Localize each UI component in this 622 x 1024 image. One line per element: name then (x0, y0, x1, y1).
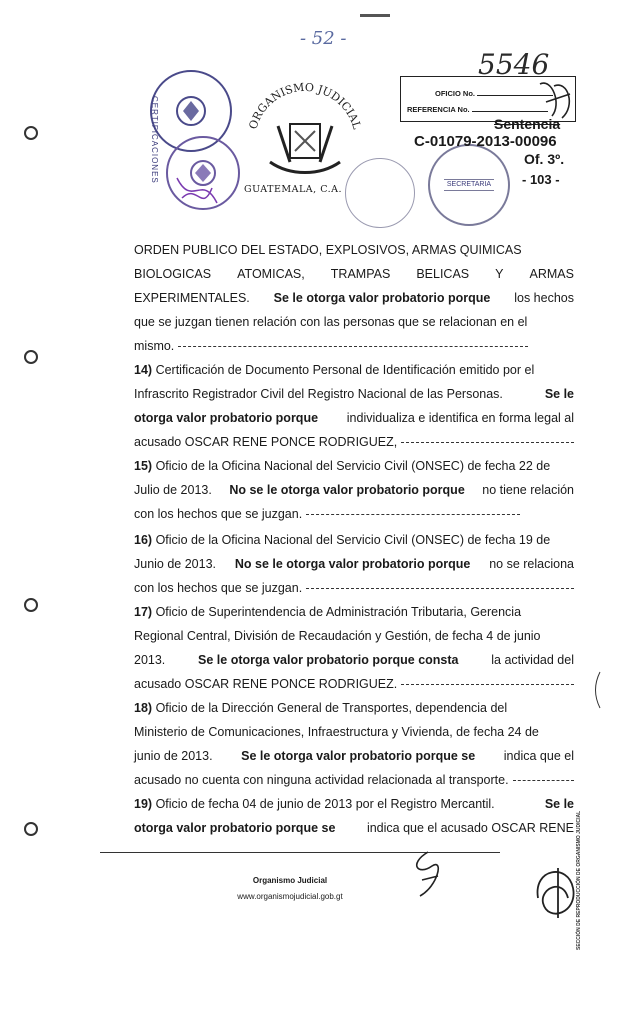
text-line: otorga valor probatorio porque individualiza e identifica en forma legal al (134, 411, 574, 425)
handwritten-page-note: - 52 - (300, 28, 347, 49)
corner-signature (528, 858, 588, 928)
referencia-label: REFERENCIA No. (407, 105, 470, 114)
text-line: otorga valor probatorio porque se indica que el acusado OSCAR RENE (134, 821, 574, 835)
text-line: 19) Oficio de fecha 04 de junio de 2013 por el Registro Mercantil. Se le (134, 797, 574, 811)
org-name-arc: ORGANISMO JUDICIAL (246, 80, 364, 131)
text-line: mismo. (134, 338, 528, 354)
text-line: 14) Certificación de Documento Personal de Identificación emitido por el (134, 363, 535, 377)
text-line: 15) Oficio de la Oficina Nacional del Servicio Civil (ONSEC) de fecha 22 de (134, 459, 551, 473)
text-line: 18) Oficio de la Dirección General de Transportes, dependencia del (134, 701, 508, 715)
binder-hole (24, 126, 38, 140)
text-line: 16) Oficio de la Oficina Nacional del Servicio Civil (ONSEC) de fecha 19 de (134, 533, 551, 547)
oficio-label: OFICIO No. (435, 89, 475, 98)
text-line: acusado OSCAR RENE PONCE RODRIGUEZ, (134, 434, 574, 450)
text-line: acusado no cuenta con ninguna actividad relacionada al transporte. (134, 772, 574, 788)
stamp-secretaria-text: SECRETARIA (444, 179, 494, 191)
handwritten-number: 5546 (478, 48, 550, 81)
right-side-text: SECCIÓN DE REPRODUCCIÓN DE ORGANISMO JUDICIAL (576, 810, 582, 950)
text-line: Infrascrito Registrador Civil del Registro Nacional de las Personas. Se le (134, 387, 574, 401)
text-line: Julio de 2013. No se le otorga valor probatorio porque no tiene relación (134, 483, 574, 497)
org-location: GUATEMALA, C.A. (244, 184, 343, 195)
text-line: Junio de 2013. No se le otorga valor probatorio porque no se relaciona (134, 557, 574, 571)
text-line: 2013. Se le otorga valor probatorio porque consta la actividad del (134, 653, 574, 667)
left-side-text: CERTIFICACIONES (150, 96, 159, 184)
secretaria-stamp (428, 144, 510, 226)
footer-org: Organismo Judicial (252, 876, 328, 885)
binder-hole (24, 350, 38, 364)
case-number: C-01079-2013-00096 (414, 133, 557, 150)
text-line: EXPERIMENTALES. Se le otorga valor probatorio porque los hechos (134, 291, 574, 305)
footer-url[interactable]: www.organismojudicial.gob.gt (237, 892, 343, 901)
office-number: Of. 3º. (524, 151, 565, 167)
emblem-icon (171, 91, 211, 131)
binder-hole (24, 598, 38, 612)
text-line: ORDEN PUBLICO DEL ESTADO, EXPLOSIVOS, ARMAS QUIMICAS (134, 243, 522, 257)
binder-hole (24, 822, 38, 836)
text-line: BIOLOGICAS ATOMICAS, TRAMPAS BELICAS Y ARMAS (134, 267, 574, 281)
text-line: acusado OSCAR RENE PONCE RODRIGUEZ. (134, 676, 574, 692)
page-number: - 103 - (522, 172, 560, 187)
text-line: con los hechos que se juzgan. (134, 580, 574, 596)
sentencia-label: Sentencia (494, 116, 561, 132)
margin-mark (590, 670, 606, 710)
referencia-row (407, 105, 548, 114)
faint-stamp (345, 158, 415, 228)
signature-scribble (172, 168, 222, 218)
text-line: junio de 2013. Se le otorga valor probatorio porque se indica que el (134, 749, 574, 763)
text-line: con los hechos que se juzgan. (134, 506, 520, 522)
top-edge-mark (360, 14, 390, 17)
text-line: Ministerio de Comunicaciones, Infraestructura y Vivienda, de fecha 24 de (134, 725, 539, 739)
footer-signature (398, 846, 458, 906)
text-line: que se juzgan tienen relación con las personas que se relacionan en el (134, 315, 528, 329)
text-line: Regional Central, División de Recaudación y Gestión, de fecha 4 de junio (134, 629, 541, 643)
text-line: 17) Oficio de Superintendencia de Administración Tributaria, Gerencia (134, 605, 522, 619)
